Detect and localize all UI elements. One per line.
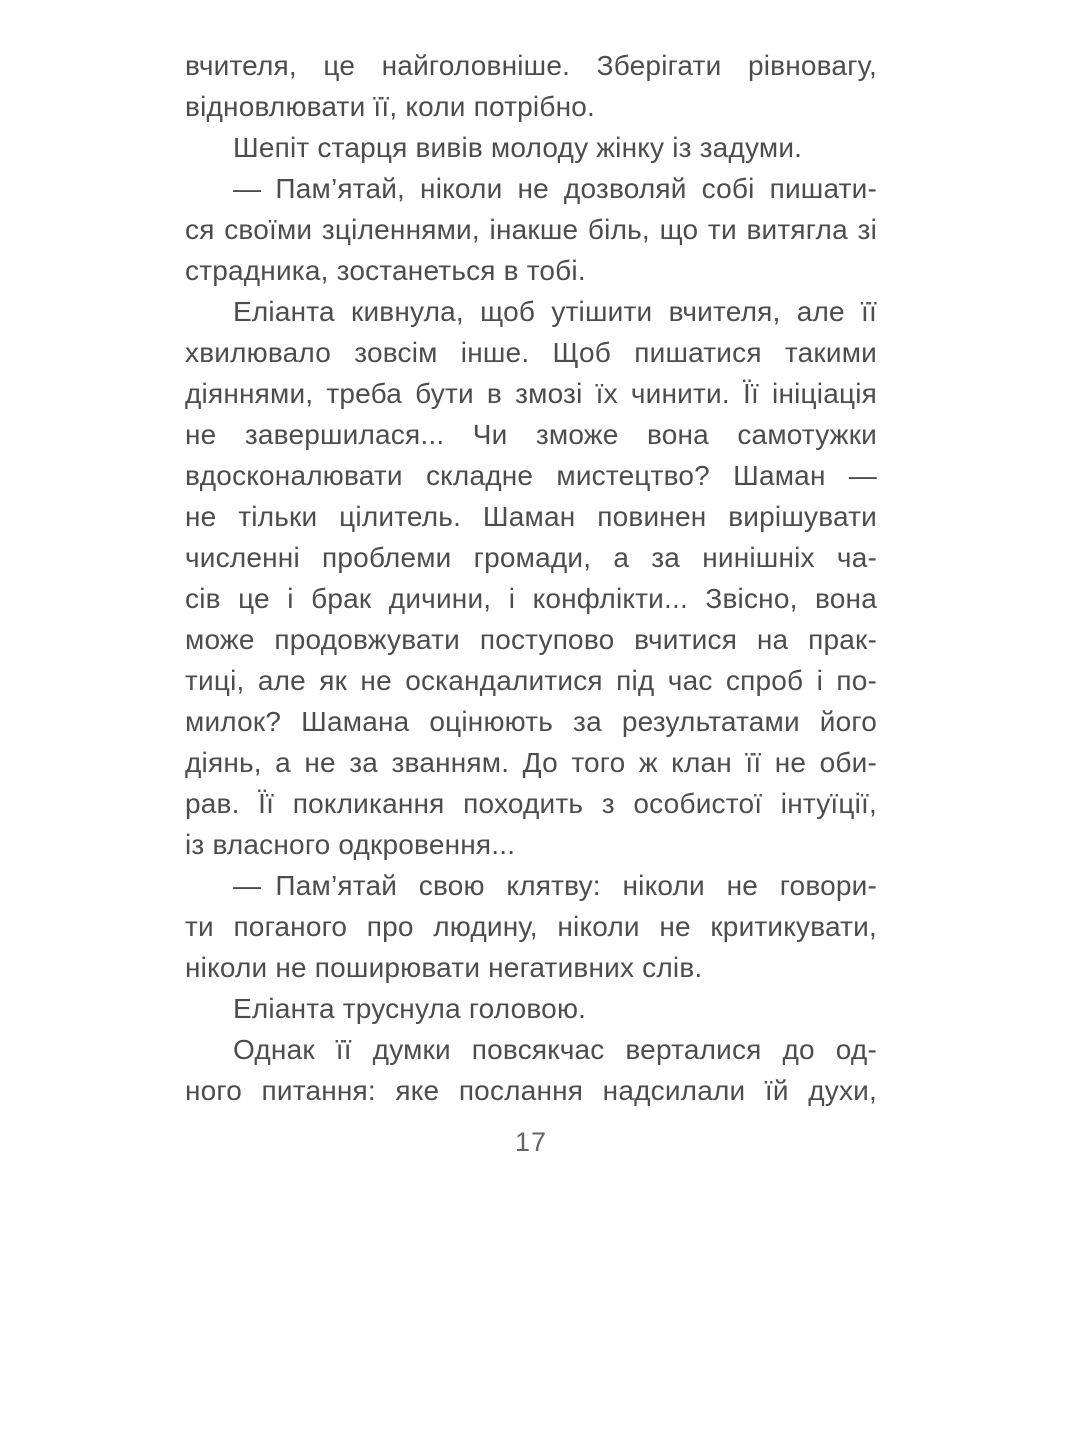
text-line: — Пам’ятай свою клятву: ніколи не говори- [233, 870, 877, 901]
text-line: вдосконалювати складне мистецтво? Шаман — [185, 460, 877, 491]
text-line: діяннями, треба бути в змозі їх чинити. Її ініціація [185, 378, 877, 409]
text-line: ніколи не поширювати негативних слів. [185, 952, 703, 983]
text-line: може продовжувати поступово вчитися на прак- [185, 624, 877, 655]
text-line: сів це і брак дичини, і конфлікти... Звісно, вона [185, 583, 877, 614]
text-line: милок? Шамана оцінюють за результатами його [185, 706, 877, 737]
text-line: вчителя, це найголовніше. Зберігати рівновагу, [185, 50, 877, 81]
text-line: діянь, а не за званням. До того ж клан її не оби- [185, 747, 877, 778]
paragraph [185, 127, 877, 168]
text-line: Еліанта труснула головою. [233, 993, 587, 1024]
text-line: ти поганого про людину, ніколи не критикувати, [185, 911, 877, 942]
paragraph [185, 45, 877, 127]
text-line: хвилювало зовсім інше. Щоб пишатися такими [185, 337, 877, 368]
text-line: численні проблеми громади, а за нинішніх ча- [185, 542, 877, 573]
text-line: не завершилася... Чи зможе вона самотужки [185, 419, 877, 450]
paragraph [185, 1029, 877, 1111]
text-line: ного питання: яке послання надсилали їй духи, [185, 1075, 877, 1106]
text-line: рав. Її покликання походить з особистої інтуїції, [185, 788, 877, 819]
paragraph [185, 865, 877, 988]
text-line: Шепіт старця вивів молоду жінку із задуми. [233, 132, 803, 163]
text-block [185, 45, 877, 1111]
text-line: не тільки цілитель. Шаман повинен вирішувати [185, 501, 877, 532]
text-line: відновлювати її, коли потрібно. [185, 91, 595, 122]
text-line: страдника, зостанеться в тобі. [185, 255, 586, 286]
paragraph [185, 168, 877, 291]
text-line: із власного одкровення... [185, 829, 516, 860]
text-line: Еліанта кивнула, щоб утішити вчителя, але її [233, 296, 877, 327]
text-line: ся своїми зціленнями, інакше біль, що ти витягла зі [185, 214, 877, 245]
text-line: — Пам’ятай, ніколи не дозволяй собі пишати- [233, 173, 877, 204]
paragraph [185, 291, 877, 865]
text-line: Однак її думки повсякчас верталися до од- [233, 1034, 877, 1065]
page-number: 17 [514, 1127, 548, 1157]
paragraph [185, 988, 877, 1029]
text-line: тиці, але як не оскандалитися під час спроб і по- [185, 665, 877, 696]
